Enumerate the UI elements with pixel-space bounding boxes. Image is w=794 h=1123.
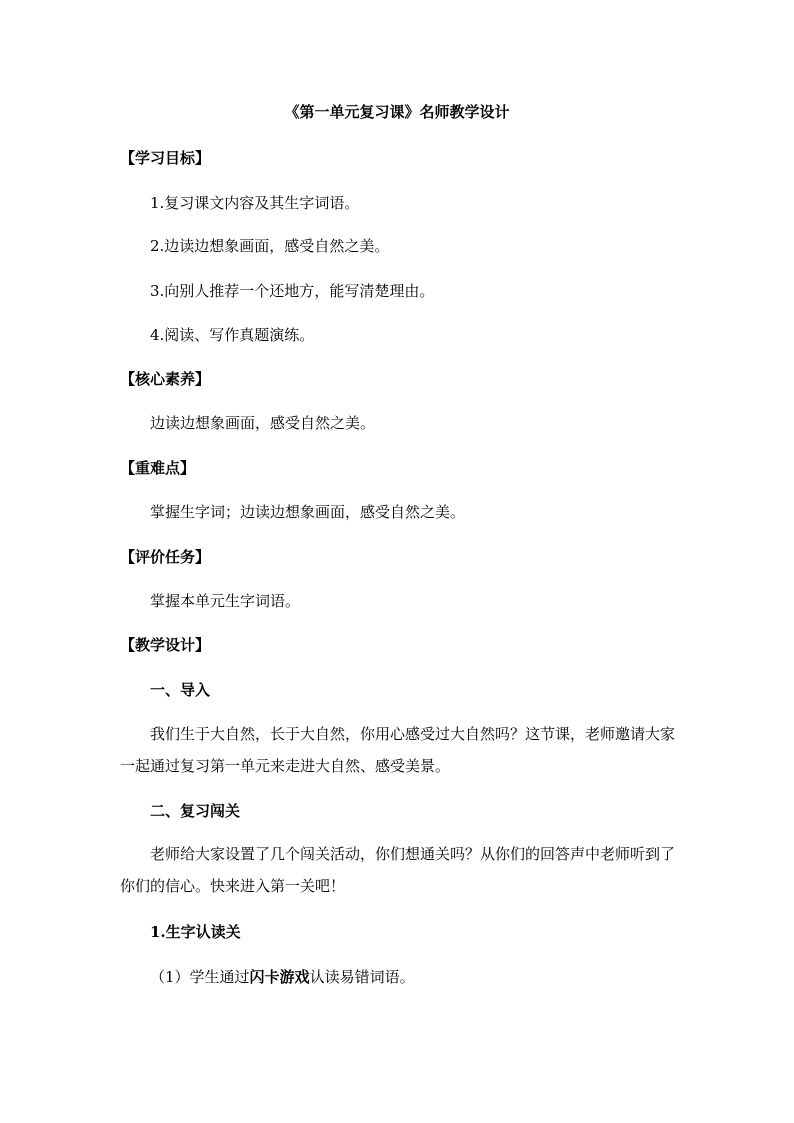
- section-heading-design: 【教学设计】: [120, 636, 211, 654]
- section-heading-objectives: 【学习目标】: [120, 149, 211, 167]
- assessment-text: 掌握本单元生字词语。: [150, 592, 301, 610]
- objective-item-3: 3.向别人推荐一个还地方，能写清楚理由。: [150, 282, 435, 300]
- section-heading-assessment: 【评价任务】: [120, 548, 211, 566]
- key-points-text: 掌握生字词；边读边想象画面，感受自然之美。: [150, 503, 466, 521]
- level1-item-emphasis: 闪卡游戏: [249, 968, 310, 986]
- objective-item-1: 1.复习课文内容及其生字词语。: [150, 194, 360, 212]
- level1-item-1: [150, 967, 706, 987]
- literacy-text: 边读边想象画面，感受自然之美。: [150, 414, 376, 432]
- section-heading-key-points: 【重难点】: [120, 459, 196, 477]
- level1-heading: 1.生字认读关: [150, 923, 241, 941]
- objective-item-4: 4.阅读、写作真题演练。: [150, 326, 315, 344]
- objective-item-2: 2.边读边想象画面，感受自然之美。: [150, 237, 390, 255]
- part1-heading: 一、导入: [150, 681, 211, 699]
- part2-heading: 二、复习闯关: [150, 802, 241, 820]
- level1-item-suffix: 认读易错词语。: [309, 968, 415, 986]
- section-heading-literacy: 【核心素养】: [120, 370, 211, 388]
- level1-item-prefix: （1）学生通过: [150, 968, 250, 986]
- part1-paragraph: 我们生于大自然，长于大自然，你用心感受过大自然吗？这节课，老师邀请大家一起通过复习第一单元来走进大自然、感受美景。: [120, 725, 676, 775]
- document-title: 《第一单元复习课》名师教学设计: [284, 103, 510, 121]
- part2-paragraph: 老师给大家设置了几个闯关活动，你们想通关吗？从你们的回答声中老师听到了你们的信心。快来进入第一关吧！: [120, 845, 676, 895]
